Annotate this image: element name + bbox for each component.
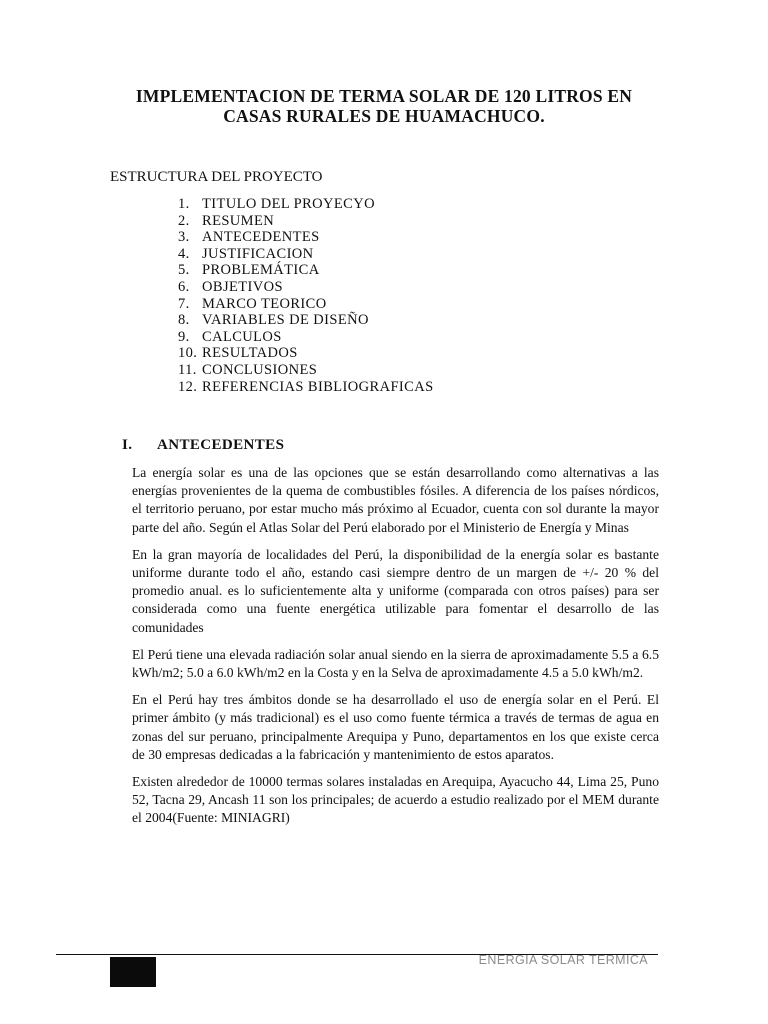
- structure-item-label: JUSTIFICACION: [202, 245, 314, 262]
- structure-item-label: VARIABLES DE DISEÑO: [202, 312, 369, 329]
- document-title-line-1: IMPLEMENTACION DE TERMA SOLAR DE 120 LITROS EN: [135, 86, 633, 106]
- structure-item-label: PROBLEMÁTICA: [202, 262, 320, 279]
- chapter-number: I.: [122, 437, 133, 453]
- structure-item-number: 8.: [178, 312, 190, 329]
- document-title: [100, 86, 668, 126]
- structure-item: [178, 229, 434, 246]
- structure-item-number: 12.: [178, 378, 198, 395]
- structure-item: [178, 279, 434, 296]
- structure-item-label: TITULO DEL PROYECYO: [202, 196, 375, 212]
- structure-item-number: 7.: [178, 295, 190, 312]
- structure-item-label: RESUMEN: [202, 212, 275, 229]
- structure-item: [178, 262, 434, 279]
- structure-item: [178, 196, 434, 213]
- structure-item: [178, 213, 434, 230]
- chapter-heading: [122, 436, 284, 454]
- structure-item: [178, 246, 434, 263]
- chapter-title: ANTECEDENTES: [157, 437, 285, 453]
- structure-item-number: 11.: [178, 361, 197, 378]
- structure-item-label: OBJETIVOS: [202, 278, 283, 295]
- structure-item-number: 9.: [178, 328, 190, 345]
- structure-item: [178, 379, 434, 396]
- page-number-badge: [110, 957, 156, 987]
- structure-item-label: ANTECEDENTES: [202, 229, 320, 246]
- structure-item-number: 3.: [178, 229, 190, 246]
- structure-item: [178, 296, 434, 313]
- structure-item-number: 1.: [178, 196, 190, 212]
- structure-item-number: 2.: [178, 212, 190, 229]
- structure-item-label: MARCO TEORICO: [202, 295, 327, 312]
- paragraph: En la gran mayoría de localidades del Perú, la disponibilidad de la energía solar es bastante uniforme durante todo el año, estando casi siempre dentro de un margen de +/- 20 % del promedio anual. es lo suficientemente alta y uniforme (comparada con otros países) para ser considerada como una fuente energética utilizable para fomentar el desarrollo de las comunidades: [132, 546, 659, 635]
- structure-item-number: 4.: [178, 245, 190, 262]
- structure-item-label: RESULTADOS: [202, 345, 298, 362]
- structure-item-label: CONCLUSIONES: [202, 361, 318, 378]
- document-title-line-2: CASAS RURALES DE HUAMACHUCO.: [223, 106, 545, 126]
- structure-item-number: 6.: [178, 278, 190, 295]
- paragraph: El Perú tiene una elevada radiación solar anual siendo en la sierra de aproximadamente 5.5 a 6.5 kWh/m2; 5.0 a 6.0 kWh/m2 en la Costa y en la Selva de aproximadamente 4.5 a 5.0 kWh/m2.: [132, 646, 659, 681]
- structure-item-label: CALCULOS: [202, 328, 282, 345]
- footer-title: ENERGIA SOLAR TERMICA: [478, 953, 648, 967]
- structure-item: [178, 345, 434, 362]
- paragraph: Existen alrededor de 10000 termas solares instaladas en Arequipa, Ayacucho 44, Lima 25, Puno 52, Tacna 29, Ancash 11 son los principales; de acuerdo a estudio realizado por el MEM durante el 2004(Fuente: MINIAGRI): [132, 774, 659, 826]
- paragraph: En el Perú hay tres ámbitos donde se ha desarrollado el uso de energía solar en el Perú. El primer ámbito (y más tradicional) es el uso como fuente térmica a través de termas de agua en zonas del sur peruano, principalmente Arequipa y Puno, departamentos en los que existe cerca de 30 empresas dedicadas a la fabricación y mantenimiento de estos aparatos.: [132, 692, 659, 762]
- structure-item: [178, 312, 434, 329]
- paragraph: La energía solar es una de las opciones que se están desarrollando como alternativas a las energías provenientes de la quema de combustibles fósiles. A diferencia de los países nórdicos, el territorio peruano, por estar mucho más próximo al Ecuador, cuenta con sol durante la mayor parte del año. Según el Atlas Solar del Perú elaborado por el Ministerio de Energía y Minas: [132, 465, 659, 535]
- chapter-body: [132, 464, 659, 837]
- structure-item: [178, 329, 434, 346]
- structure-item-number: 5.: [178, 262, 190, 279]
- structure-item: [178, 362, 434, 379]
- structure-item-label: REFERENCIAS BIBLIOGRAFICAS: [202, 378, 434, 395]
- structure-heading: ESTRUCTURA DEL PROYECTO: [110, 169, 323, 185]
- structure-list: [178, 196, 434, 395]
- structure-item-number: 10.: [178, 345, 198, 362]
